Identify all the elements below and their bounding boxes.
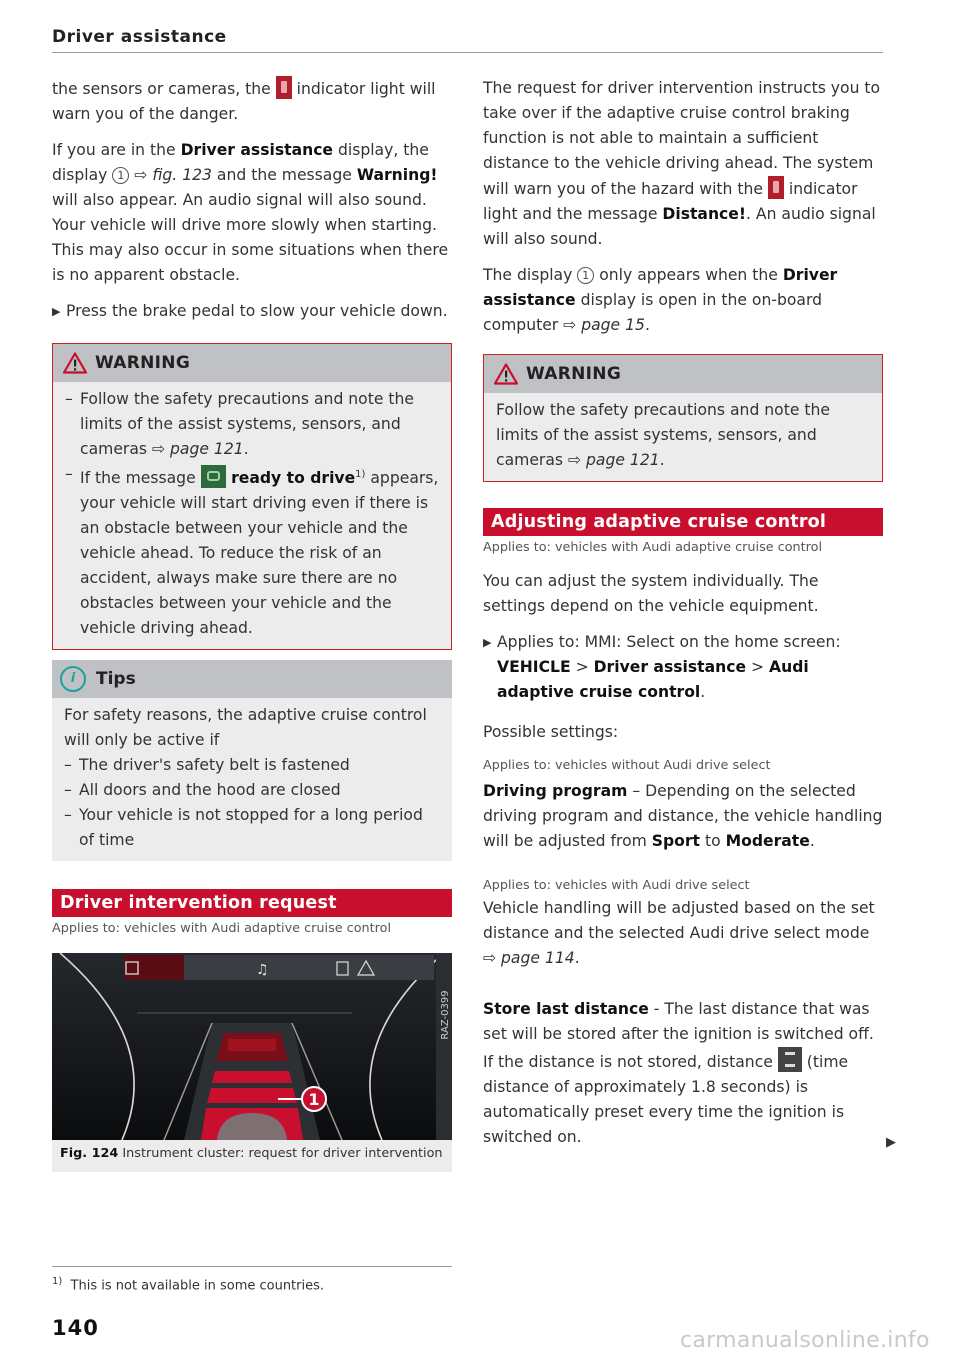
tips-intro: For safety reasons, the adaptive cruise control will only be active if xyxy=(64,706,427,750)
page-link[interactable]: ⇨ page 15 xyxy=(563,316,645,334)
warning-header xyxy=(53,344,451,382)
section-heading: Driver intervention request xyxy=(52,889,452,917)
callout-1-icon: 1 xyxy=(577,267,594,284)
paragraph: The request for driver intervention instructs you to take over if the adaptive cruise control braking function is not able to maintain a sufficient distance to the vehicle driving ahead. The system will warn you of the hazard with the indicator light and the message Distance!. An audio signal will also sound. xyxy=(483,79,881,248)
figure-code: RAZ-0399 xyxy=(440,990,451,1040)
cluster-illustration xyxy=(52,953,452,1140)
applies-to: Applies to: vehicles without Audi drive select xyxy=(483,758,771,773)
setting-driving-program: Driving program – Depending on the selected driving program and distance, the vehicle handling will be adjusted from Sport to Moderate. xyxy=(483,782,883,850)
setting-store-last-distance: Store last distance - The last distance that was set will be stored after the ignition is switched off. If the distance is not stored, distance (time distance of approximately 1.8 seconds) is automatically preset every time the ignition is switched on. xyxy=(483,1000,874,1146)
svg-text:♫: ♫ xyxy=(256,962,269,979)
page-header xyxy=(52,24,883,53)
applies-to: Applies to: vehicles with Audi adaptive cruise control xyxy=(483,540,823,555)
section-heading: Adjusting adaptive cruise control xyxy=(483,508,883,536)
figure-caption: Fig. 124 Instrument cluster: request for driver intervention xyxy=(52,1140,452,1172)
paragraph: the sensors or cameras, the indicator light will warn you of the danger. xyxy=(52,76,452,127)
list-item: – Follow the safety precautions and note the limits of the assist systems, sensors, and cameras ⇨ page 121. xyxy=(65,390,414,458)
section-title: Driver assistance xyxy=(52,27,227,47)
footnote-divider xyxy=(52,1266,452,1267)
triangle-bullet-icon: ▶ xyxy=(52,305,61,318)
footnote: $^{1)}$ This is not available in some countries. xyxy=(52,1276,325,1294)
left-column xyxy=(52,72,452,1172)
warning-box xyxy=(52,343,452,650)
instruction-step: ▶ Applies to: MMI: Select on the home screen: VEHICLE > Driver assistance > Audi adaptive cruise control. xyxy=(483,630,883,705)
info-icon: i xyxy=(60,666,86,692)
list-item: – Your vehicle is not stopped for a long period of time xyxy=(64,806,423,850)
paragraph: You can adjust the system individually. The settings depend on the vehicle equipment. xyxy=(483,572,819,615)
figure-link[interactable]: fig. 123 xyxy=(152,166,212,184)
warning-triangle-icon xyxy=(63,352,87,374)
tips-box xyxy=(52,660,452,861)
distance-icon xyxy=(778,1047,802,1072)
page-link[interactable]: ⇨ page 121 xyxy=(567,451,660,469)
continue-arrow-icon: ▶ xyxy=(886,1135,896,1150)
tips-title: Tips xyxy=(96,669,136,690)
watermark: carmanualsonline.info xyxy=(680,1328,930,1353)
right-column xyxy=(483,72,883,1150)
ready-to-drive-icon xyxy=(201,465,226,488)
warning-text: Follow the safety precautions and note the limits of the assist systems, sensors, and cameras ⇨ page 121. xyxy=(496,401,830,469)
warning-indicator-icon xyxy=(768,176,784,199)
warning-title: WARNING xyxy=(95,353,191,373)
warning-triangle-icon xyxy=(494,363,518,385)
warning-box xyxy=(483,354,883,482)
tips-header xyxy=(52,660,452,698)
page-number: 140 xyxy=(52,1316,99,1340)
paragraph: The display 1 only appears when the Driver assistance display is open in the on-board computer ⇨ page 15. xyxy=(483,266,838,334)
paragraph: Vehicle handling will be adjusted based on the set distance and the selected Audi drive select mode ⇨ page 114. xyxy=(483,899,875,967)
triangle-bullet-icon: ▶ xyxy=(483,636,492,649)
callout-1-icon: 1 xyxy=(308,1090,320,1110)
warning-indicator-icon xyxy=(276,76,292,99)
paragraph: Possible settings: xyxy=(483,723,619,741)
page-link[interactable]: ⇨ page 114 xyxy=(483,949,575,967)
list-item: – The driver's safety belt is fastened xyxy=(64,756,350,775)
instrument-cluster-figure xyxy=(52,953,452,1140)
applies-to: Applies to: vehicles with Audi adaptive cruise control xyxy=(52,921,392,937)
warning-header xyxy=(484,355,882,393)
list-item: – All doors and the hood are closed xyxy=(64,781,341,800)
paragraph: If you are in the Driver assistance display, the display 1 ⇨ fig. 123 and the message Warning! will also appear. An audio signal will also sound. Your vehicle will drive more slowly when starting. This may also occur in some situations when there is no apparent obstacle. xyxy=(52,141,449,284)
instruction-step: ▶ Press the brake pedal to slow your vehicle down. xyxy=(52,299,452,324)
callout-1-icon: 1 xyxy=(112,167,129,184)
page-link[interactable]: ⇨ page 121 xyxy=(151,440,244,458)
list-item: – If the message ready to drive$^{1)}$ appears, your vehicle will start driving even if there is an obstacle between your vehicle and the vehicle ahead. To reduce the risk of an accident, always make sure there are no obstacles between your vehicle and the vehicle driving ahead. xyxy=(65,465,439,638)
applies-to: Applies to: vehicles with Audi drive select xyxy=(483,878,750,893)
warning-title: WARNING xyxy=(526,364,622,384)
